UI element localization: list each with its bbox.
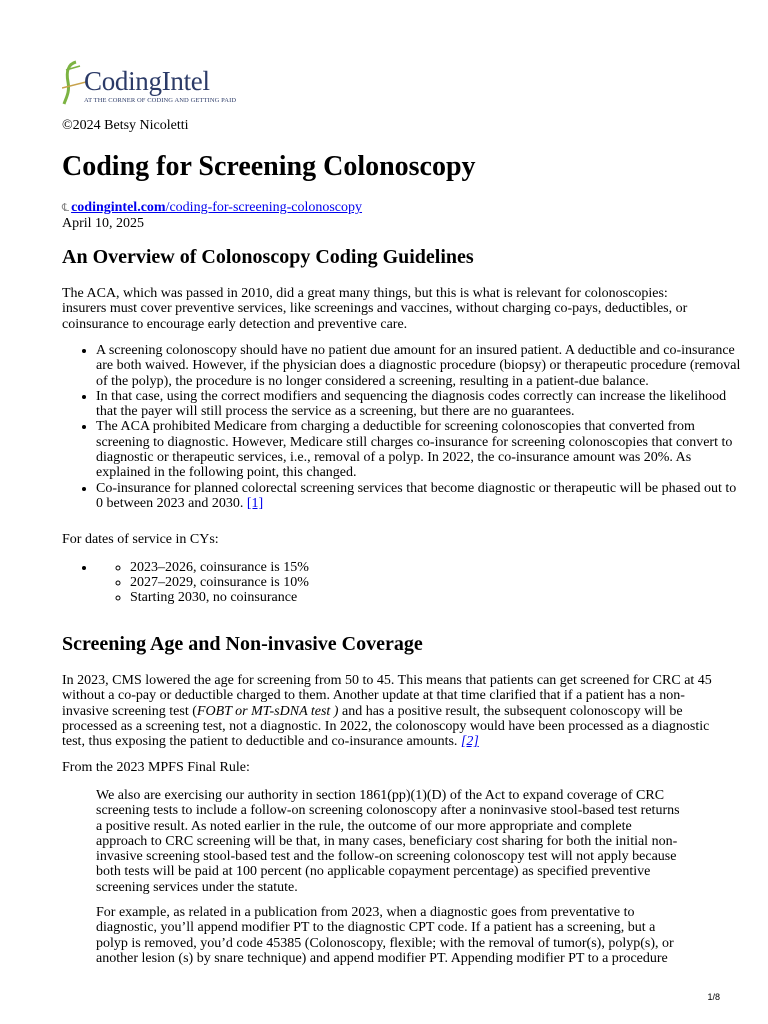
rule-intro: From the 2023 MPFS Final Rule:	[62, 760, 250, 775]
overview-intro: The ACA, which was passed in 2010, did a great many things, but this is what is relevant for colonoscopies: insurers must cover preventive services, like screenings and vaccines, without charging co-pays, deductibles, or coinsurance to encourage early detection and preventive care.	[62, 286, 688, 332]
age-paragraph	[62, 673, 712, 749]
reference-link-1[interactable]: [1]	[246, 495, 264, 511]
publish-date: April 10, 2025	[62, 216, 145, 231]
logo-mark-icon	[62, 58, 86, 108]
page-number: 1/8	[707, 992, 720, 1002]
copyright: ©2024 Betsy Nicoletti	[62, 118, 189, 133]
list-item: ◦ • 2023–2026, coinsurance is 15%	[130, 560, 746, 575]
source-info	[62, 200, 362, 232]
list-item: • The ACA prohibited Medicare from charging a deductible for screening colonoscopies that converted from screening to diagnostic. However, Medicare still charges co-insurance for screening colonoscopies that convert to diagnostic or therapeutic services, i.e., removal of a polyp. In 2022, the co-insurance amount was 20%. As explained in the following point, this changed.	[96, 419, 746, 480]
logo-wordmark: CodingIntel	[84, 66, 210, 96]
list-item	[96, 481, 746, 512]
list-item: • A screening colonoscopy should have no patient due amount for an insured patient. A deductible and co-insurance are both waived. However, if the physician does a diagnostic procedure (biopsy) or therapeutic procedure (removal of the polyp), the procedure is no longer considered a screening, resulting in a patient-due balance.	[96, 343, 746, 389]
source-path: /coding-for-screening-colonoscopy	[165, 200, 363, 215]
age-text-a: In 2023, CMS lowered the age for screening from 50 to 45. This means that patients can get screened for CRC at 45 without a co-pay or deductible charged to them. Another update at that time clarified that if a patient has a non-invasive screening test (	[62, 673, 712, 719]
blockquote-paragraph-1: We also are exercising our authority in section 1861(pp)(1)(D) of the Act to expand coverage of CRC screening tests to include a follow-on screening colonoscopy after a noninvasive stool-based test returns a positive result. As noted earlier in the rule, the outcome of our more appropriate and complete approach to CRC screening will be that, in many cases, beneficiary cost sharing for both the initial non-invasive screening stool-based test and the follow-on screening colonoscopy test will not apply because both tests will be paid at 100 percent (no applicable copayment percentage) as specified preventive screening services under the statute.	[96, 788, 680, 895]
list-item: ◦ 2027–2029, coinsurance is 10%	[130, 575, 746, 590]
blockquote-paragraph-2: For example, as related in a publication from 2023, when a diagnostic goes from preventative to diagnostic, you’ll append modifier PT to the diagnostic CPT code. If a patient has a screening, but a polyp is removed, you’d code 45385 (Colonoscopy, flexible; with the removal of tumor(s), polyp(s), or another lesion (s) by snare technique) and append modifier PT. Appending modifier PT to a procedure	[96, 905, 674, 966]
overview-bullets	[62, 343, 746, 511]
pen-icon: ℄	[62, 202, 70, 214]
logo-tagline: AT THE CORNER OF CODING AND GETTING PAID	[84, 97, 237, 104]
source-link[interactable]	[71, 200, 362, 215]
list-item: • In that case, using the correct modifiers and sequencing the diagnosis codes correctly can increase the likelihood that the payer will still process the service as a screening, but there are no guarantees.	[96, 389, 746, 420]
bullet-4-text: Co-insurance for planned colorectal screening services that become diagnostic or therapeutic will be phased out to 0 between 2023 and 2030.	[96, 480, 737, 511]
codingintel-logo	[62, 58, 242, 108]
dates-sublist	[96, 560, 746, 605]
dates-list	[62, 560, 746, 605]
source-domain: codingintel.com	[71, 200, 166, 215]
age-text-b: and has a positive result, the subsequent colonoscopy will be processed as a screening test, not a diagnostic. In 2022, the colonoscopy would have been processed as a diagnostic test, thus exposing the patient to deductible and co-insurance amounts.	[62, 703, 710, 750]
reference-link-2[interactable]: [2]	[460, 734, 479, 750]
age-text-em: FOBT or MT-sDNA test )	[196, 703, 339, 719]
list-item	[96, 560, 746, 605]
dates-intro: For dates of service in CYs:	[62, 532, 219, 547]
page-title: Coding for Screening Colonoscopy	[62, 151, 476, 182]
list-item: ◦ Starting 2030, no coinsurance	[130, 590, 746, 605]
section-heading-overview: An Overview of Colonoscopy Coding Guidelines	[62, 246, 474, 268]
section-heading-age: Screening Age and Non-invasive Coverage	[62, 633, 423, 655]
